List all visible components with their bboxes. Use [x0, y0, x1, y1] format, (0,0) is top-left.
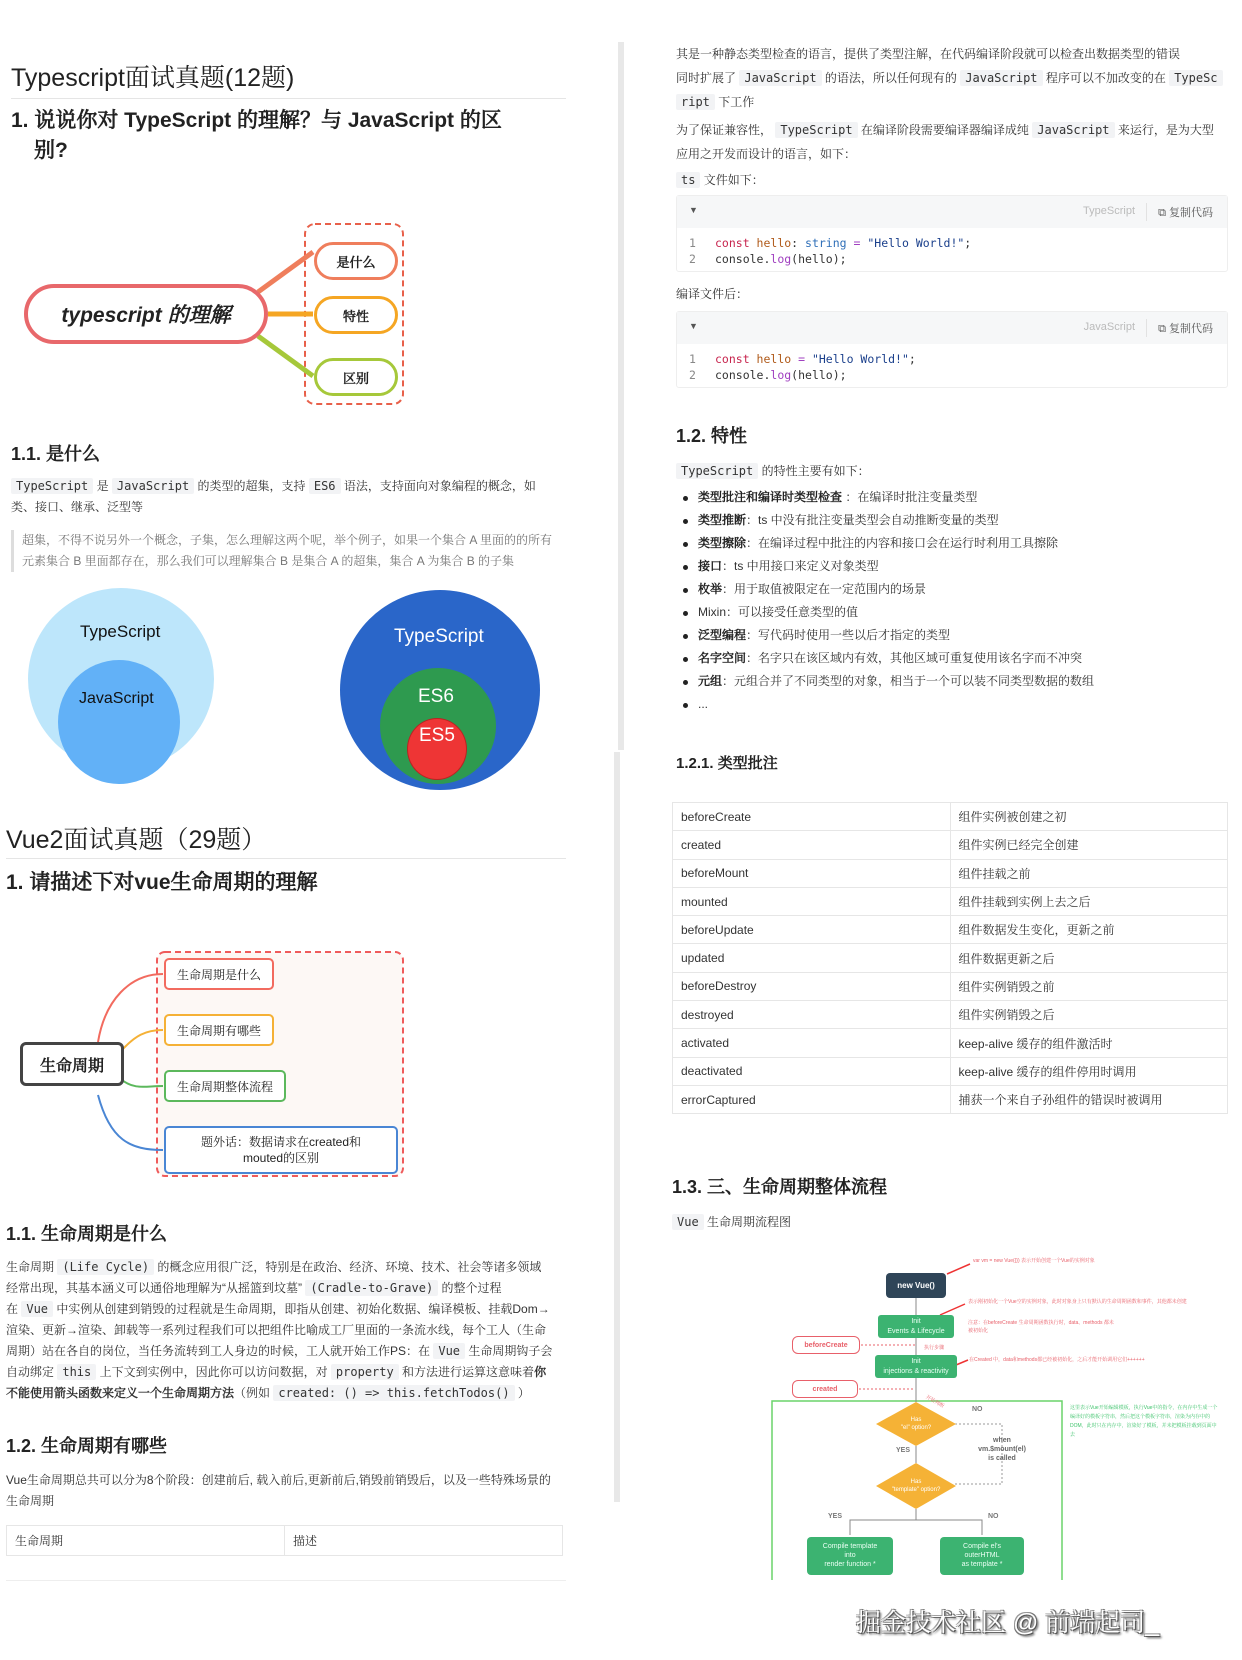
ts-intro: 其是一种静态类型检查的语言，提供了类型注解，在代码编译阶段就可以检查出数据类型的错误 同时扩展了 JavaScript 的语法，所以任何现有的 JavaScript 程序可以不加改变的在 TypeSc ript 下工作 为了保证兼容性， TypeScript 在编译阶段需要编译器编译成纯 JavaScript 来运行，是为大型 应用之开发而设计的语言，如下： ts 文件如下：	[676, 42, 1231, 192]
flow-node-new-vue: new Vue()	[886, 1273, 946, 1298]
features-title: 1.2. 特性	[676, 426, 748, 446]
lifecycle-flowchart	[760, 1240, 1240, 1580]
code-block-header	[677, 312, 1227, 344]
code-line: 1 const hello: string = "Hello World!";	[689, 236, 972, 250]
ts-mindmap	[0, 200, 420, 410]
code-block-header	[677, 196, 1227, 228]
compiled-label: 编译文件后：	[676, 287, 749, 301]
table-row: deactivated keep-alive 缓存的组件停用时调用	[673, 1057, 1228, 1085]
table-row: created 组件实例已经完全创建	[673, 831, 1228, 859]
venn-es5-circle	[407, 718, 467, 780]
flow-decision-has-template: Has "template" option?	[891, 1479, 941, 1493]
vue-mindmap-branch-flow: 生命周期整体流程	[164, 1070, 286, 1102]
flow-note-created: 在Created 中，data和methods都已经被初始化，之后才能开始调用它们++++++	[969, 1357, 1145, 1363]
lifecycle-table	[672, 802, 1228, 1114]
ts-mindmap-branch-features: 特性	[314, 296, 398, 334]
vue-lifecycle-header-table	[6, 1525, 563, 1556]
flow-note-new-vue: var vm = new Vue({}) 表示开始创建一个Vue的实例对象	[973, 1258, 1095, 1264]
flow-label-yes: YES	[896, 1447, 911, 1454]
flow-node-compile-template: Compile template into render function *	[807, 1537, 893, 1575]
ts-title-rule	[11, 98, 566, 99]
flow-label-yes-2: YES	[828, 1513, 843, 1520]
venn-es6-label: ES6	[418, 686, 454, 707]
watermark: 掘金技术社区 @ 前端起司_	[856, 1609, 1160, 1637]
column-divider-bottom	[614, 752, 620, 1502]
code-block-javascript	[676, 311, 1228, 388]
table-row: activated keep-alive 缓存的组件激活时	[673, 1029, 1228, 1057]
list-item: 枚举：用于取值被限定在一定范围内的场景	[676, 578, 1226, 601]
collapse-toggle-icon[interactable]: ▼	[689, 321, 698, 331]
flow-note-before-create: 注意：在beforeCreate 生命周期函数执行时，data、methods 都未被初始化	[968, 1320, 1114, 1334]
ts-question-1-title	[11, 106, 571, 166]
vue-section-title: Vue2面试真题（29题）	[6, 826, 267, 854]
header-separator	[1146, 203, 1147, 221]
ts-sub1-title: 1.1. 是什么	[11, 444, 101, 464]
table-row: beforeMount 组件挂载之前	[673, 859, 1228, 887]
flow-decision-has-el: Has "el" option?	[900, 1417, 932, 1431]
column-divider-top	[618, 42, 624, 750]
code-language-label: TypeScript	[1083, 205, 1135, 217]
flow-label-no-2: NO	[988, 1513, 999, 1520]
ts-section-title: Typescript面试真题(12题)	[11, 64, 295, 92]
venn-js-label: JavaScript	[79, 690, 154, 707]
table-row: destroyed 组件实例销毁之后	[673, 1001, 1228, 1029]
table-header-row	[7, 1526, 563, 1556]
vue-mindmap	[0, 940, 420, 1190]
code-body	[677, 344, 1227, 389]
venn-es5-label: ES5	[419, 725, 455, 746]
type-annotation-title: 1.2.1. 类型批注	[676, 755, 778, 772]
table-row: beforeUpdate 组件数据发生变化，更新之前	[673, 916, 1228, 944]
vue-sub2-title: 1.2. 生命周期有哪些	[6, 1436, 168, 1456]
ts-mindmap-center: typescript 的理解	[24, 284, 268, 344]
list-item: 类型推断：ts 中没有批注变量类型会自动推断变量的类型	[676, 509, 1226, 532]
code-block-typescript	[676, 195, 1228, 272]
list-item: 元组：元组合并了不同类型的对象，相当于一个可以装不同类型数据的数组	[676, 670, 1226, 693]
flow-note-template: 这里表示Vue开始编辑模板，执行Vue中的指令，在内存中生成一个编译好的模板字符串，然后把这个模板字符串，渲染为内存中的DOM，此时只在内存中，渲染好了模板，并未把模板挂载到页面中去	[1070, 1405, 1218, 1438]
ts-superset-quote: 超集，不得不说另外一个概念，子集，怎么理解这两个呢，举个例子，如果一个集合 A 里面的的所有 元素集合 B 里面都存在，那么我们可以理解集合 B 是集合 A 的超集，集合 A 为集合 B 的子集	[11, 530, 566, 572]
ts-mindmap-branch-what: 是什么	[314, 242, 398, 280]
venn-es6-circle	[380, 668, 496, 784]
table-row: mounted 组件挂载到实例上去之后	[673, 887, 1228, 915]
vue-question-1-title: 1. 请描述下对vue生命周期的理解	[6, 871, 318, 894]
ts-mindmap-branch-diff: 区别	[314, 358, 398, 396]
list-item: ...	[676, 693, 1226, 716]
vue-mindmap-branch-which: 生命周期有哪些	[164, 1014, 274, 1046]
flow-note-judge: 开始判断	[924, 1394, 945, 1410]
vue-mindmap-branch-extra: 题外话：数据请求在created和 mouted的区别	[164, 1126, 398, 1174]
features-intro: TypeScript 的特性主要有如下：	[676, 461, 870, 482]
list-item: 类型批注和编译时类型检查 ：在编译时批注变量类型	[676, 486, 1226, 509]
ts-sub1-paragraph: TypeScript 是 JavaScript 的类型的超集，支持 ES6 语法，支持面向对象编程的概念，如 类、接口、继承、泛型等	[11, 479, 536, 514]
copy-icon: ⧉	[1158, 207, 1169, 219]
list-item: Mixin：可以接受任意类型的值	[676, 601, 1226, 624]
list-item: 名字空间：名字只在该区域内有效，其他区域可重复使用该名字而不冲突	[676, 647, 1226, 670]
table-header-cell: 描述	[285, 1526, 563, 1556]
venn-ts-es-outer-label: TypeScript	[394, 626, 484, 647]
features-list	[676, 486, 1226, 716]
copy-code-button[interactable]: ⧉ 复制代码	[1158, 207, 1213, 219]
table-row: beforeDestroy 组件实例销毁之前	[673, 972, 1228, 1000]
vue-mindmap-center: 生命周期	[20, 1042, 124, 1086]
list-item: 接口：ts 中用接口来定义对象类型	[676, 555, 1226, 578]
table-header-cell: 生命周期	[7, 1526, 285, 1556]
flow-hook-before-create: beforeCreate	[792, 1336, 860, 1354]
left-bottom-rule	[6, 1580, 566, 1581]
vue-sub1-title: 1.1. 生命周期是什么	[6, 1224, 168, 1244]
venn-ts-js	[28, 588, 214, 770]
vue-sub2-paragraph: Vue生命周期总共可以分为8个阶段：创建前后, 载入前后,更新前后,销毁前销毁后，以及一些特殊场景的 生命周期	[6, 1473, 551, 1508]
copy-icon: ⧉	[1158, 323, 1169, 335]
flow-node-init-injections: Init injections & reactivity	[875, 1355, 957, 1378]
collapse-toggle-icon[interactable]: ▼	[689, 205, 698, 215]
code-line: 2 console.log(hello);	[689, 368, 847, 382]
flow-node-init-events: Init Events & Lifecycle	[878, 1315, 954, 1338]
vue-title-rule	[6, 858, 566, 859]
code-language-label: JavaScript	[1083, 321, 1135, 333]
code-body	[677, 228, 1227, 273]
flow-node-compile-outerhtml: Compile el's outerHTML as template *	[940, 1537, 1024, 1575]
table-row: beforeCreate 组件实例被创建之初	[673, 803, 1228, 831]
flow-when-mount: when vm.$mount(el) is called	[978, 1437, 1026, 1462]
code-line: 1 const hello = "Hello World!";	[689, 352, 916, 366]
venn-ts-es	[340, 590, 540, 790]
flow-hook-created: created	[792, 1380, 858, 1398]
list-item: 泛型编程：写代码时使用一些以后才指定的类型	[676, 624, 1226, 647]
header-separator	[1146, 319, 1147, 337]
flow-title: 1.3. 三、生命周期整体流程	[672, 1177, 888, 1197]
vue-sub1-paragraph: 生命周期 (Life Cycle) 的概念应用很广泛，特别是在政治、经济、环境、技术、社会等诸多领域 经常出现，其基本涵义可以通俗地理解为“从摇篮到坟墓” (Cradle-to-Grave) 的整个过程 在 Vue 中实例从创建到销毁的过程就是生命周期，即指从创建、初始化数据、编译模板、挂载Dom→ 渲染、更新→渲染、卸载等一系列过程我们可以把组件比喻成工厂里面的一条流水线，每个工人（生命 周期）站在各自的岗位，当任务流转到工人身边的时候，工人就开始工作PS：在 Vue 生命周期钩子会 自动绑定 this 上下文到实例中，因此你可以访问数据，对 property 和方法进行运算这意味着你 不能使用箭头函数来定义一个生命周期方法（例如 created: () => this.fetchTodos() ）	[6, 1260, 553, 1400]
flow-label-no: NO	[972, 1406, 983, 1413]
table-row: updated 组件数据更新之后	[673, 944, 1228, 972]
venn-ts-js-outer-label: TypeScript	[80, 622, 161, 641]
vue-mindmap-branch-what: 生命周期是什么	[164, 958, 274, 990]
list-item: 类型擦除：在编译过程中批注的内容和接口会在运行时利用工具擦除	[676, 532, 1226, 555]
flow-note-init: 表示刚初始化一个Vue空的实例对象，此时对象身上只有默认的生命周期函数和事件，其他都未创建	[968, 1299, 1187, 1305]
table-row: errorCaptured 捕获一个来自子孙组件的错误时被调用	[673, 1085, 1228, 1113]
flow-caption: Vue 生命周期流程图	[672, 1212, 791, 1233]
venn-js-circle	[58, 660, 180, 784]
flow-note-step: 执行步骤	[924, 1345, 945, 1351]
ts-question-1-line2: 别?	[34, 139, 68, 162]
copy-code-button[interactable]: ⧉ 复制代码	[1158, 323, 1213, 335]
ts-question-1-line1: 1. 说说你对 TypeScript 的理解？与 JavaScript 的区	[11, 109, 502, 132]
code-line: 2 console.log(hello);	[689, 252, 847, 266]
